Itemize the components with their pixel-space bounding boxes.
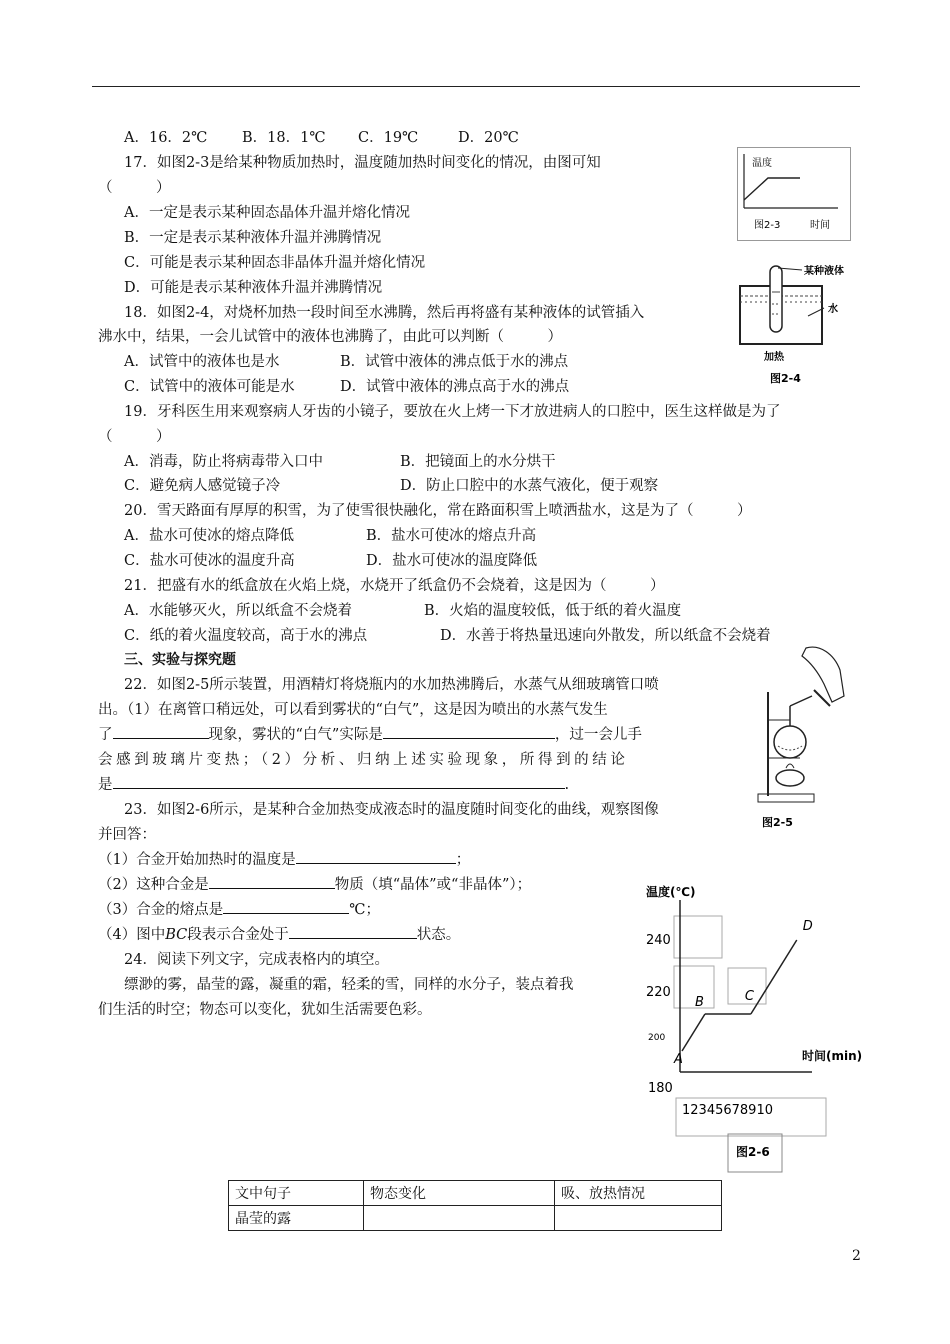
table-header-cell: 物态变化 [364,1181,555,1206]
q19-answer-paren: （ ） [98,429,171,445]
fig23-xlabel: 时间 [810,220,830,231]
q18-option-c: C．试管中的液体可能是水 [124,379,295,395]
q21-option-d: D．水善于将热量迅速向外散发，所以纸盒不会烧着 [440,628,771,644]
q24-line1: 24．阅读下列文字，完成表格内的填空。 [124,952,389,968]
q19-option-c: C．避免病人感觉镜子冷 [124,478,281,494]
q19-stem: 19．牙科医生用来观察病人牙齿的小镜子，要放在火上烤一下才放进病人的口腔中，医生这样做是为了 [124,404,781,420]
q18-option-a: A．试管中的液体也是水 [124,354,280,370]
q20-option-c: C．盐水可使冰的温度升高 [124,553,295,569]
q23-sub3-text: （3）合金的熔点是 [98,902,224,918]
q22-line1: 22．如图2-5所示装置，用酒精灯将烧瓶内的水加热沸腾后，水蒸气从细玻璃管口喷 [124,677,659,693]
q22-line2: 出。（1）在离管口稍远处，可以看到雾状的“白气”，这是因为喷出的水蒸气发生 [98,702,608,718]
figure-2-3 [737,147,851,241]
fig24-heat-label: 加热 [764,352,784,363]
fig24-caption: 图2-4 [770,372,801,385]
q16-option-d: D．20℃ [458,130,519,146]
fig26-point-label: B [694,995,704,1010]
fig26-ytick-180: 180 [648,1081,673,1096]
q23-sub4-end: 状态。 [416,927,461,943]
q16-option-c: C．19℃ [358,130,419,146]
q23-sub4-text: （4）图中 [98,927,166,943]
page-number: 2 [852,1248,861,1264]
q19-option-d: D．防止口腔中的水蒸气液化，便于观察 [400,478,659,494]
q18-stem-line1: 18．如图2-4，对烧杯加热一段时间至水沸腾，然后再将盛有某种液体的试管插入 [124,305,645,321]
fig26-ytick-200: 200 [648,1033,666,1043]
q23-sub4-segment: BC [165,927,188,943]
q17-option-b: B．一定是表示某种液体升温并沸腾情况 [124,230,382,246]
table-header-cell: 吸、放热情况 [555,1181,722,1206]
q17-option-a: A．一定是表示某种固态晶体升温并熔化情况 [124,205,410,221]
figure-2-6 [636,880,872,1176]
fig26-xlabel: 时间(min) [802,1049,863,1063]
fig25-caption: 图2-5 [762,816,793,829]
q22-blank-1[interactable] [113,724,209,739]
q22-blank-2[interactable] [383,724,555,739]
q18-stem-line2: 沸水中，结果，一会儿试管中的液体也沸腾了，由此可以判断（ ） [98,329,562,345]
q18-option-d: D．试管中液体的沸点高于水的沸点 [340,379,570,395]
q23-blank-2[interactable] [209,874,335,889]
q21-option-b: B．火焰的温度较低，低于纸的着火温度 [424,603,682,619]
figure-2-4-drawing [734,256,874,386]
fig23-caption: 图2-3 [754,220,781,231]
q21-option-a: A．水能够灭火，所以纸盒不会烧着 [124,603,352,619]
q20-option-b: B．盐水可使冰的熔点升高 [366,528,537,544]
fig26-ytick-220: 220 [646,985,671,1000]
figure-2-3-graph [738,148,850,240]
q22-line4: 会感到玻璃片变热；（2）分析、归纳上述实验现象，所得到的结论 [98,752,629,768]
q23-line1: 23．如图2-6所示，是某种合金加热变成液态时的温度随时间变化的曲线，观察图像 [124,802,659,818]
q24-line2: 缥渺的雾，晶莹的露，凝重的霜，轻柔的雪，同样的水分子，装点着我 [124,977,574,993]
q16-option-a: A．16．2℃ [124,130,208,146]
q22-line5-end: . [564,777,570,793]
q21-option-c: C．纸的着火温度较高，高于水的沸点 [124,628,368,644]
fig26-xticks: 12345678910 [682,1103,773,1118]
fig24-liquid-label: 某种液体 [804,266,844,277]
table-row [229,1206,722,1231]
q23-sub4 [98,923,460,944]
q23-sub4-mid: 段表示合金处于 [187,927,289,943]
q20-option-d: D．盐水可使冰的温度降低 [366,553,538,569]
fig26-curve-segment [682,1014,705,1051]
fig26-point-label: D [802,919,813,934]
fig26-ytick-240: 240 [646,933,671,948]
fig23-ylabel: 温度 [752,158,772,169]
fig26-curve-segment [751,940,797,1014]
q19-option-a: A．消毒，防止将病毒带入口中 [124,454,323,470]
table-cell-answer[interactable] [364,1206,555,1231]
q22-line3-end: ，过一会儿手 [554,727,642,743]
figure-2-4 [734,256,874,386]
q22-line3 [98,723,642,744]
q23-sub2 [98,873,531,894]
table-header-row [229,1181,722,1206]
fig26-point-label: A [674,1052,683,1067]
figure-2-5-drawing [754,640,850,832]
q23-sub1-end: ； [455,852,471,868]
q23-blank-4[interactable] [289,924,417,939]
fig26-point-label: C [744,989,754,1004]
q23-sub3-end: ℃； [349,902,380,918]
q20-stem: 20．雪天路面有厚厚的积雪，为了使雪很快融化，常在路面积雪上喷洒盐水，这是为了（ ） [124,503,752,519]
q22-line3-start: 了 [98,727,113,743]
q23-sub3 [98,898,380,919]
q23-sub1 [98,848,470,869]
q17-stem: 17．如图2-3是给某种物质加热时，温度随加热时间变化的情况，由图可知 [124,155,601,171]
q18-option-b: B．试管中液体的沸点低于水的沸点 [340,354,569,370]
q17-option-d: D．可能是表示某种液体升温并沸腾情况 [124,280,383,296]
q22-blank-3[interactable] [113,774,565,789]
table-cell: 晶莹的露 [229,1206,364,1231]
fig24-water-label: 水 [828,304,838,315]
q23-blank-3[interactable] [223,899,349,914]
figure-2-5 [754,640,850,832]
fig26-caption: 图2-6 [736,1145,770,1159]
q22-line5 [98,773,569,794]
q23-line2: 并回答： [98,827,156,843]
q21-stem: 21．把盛有水的纸盒放在火焰上烧，水烧开了纸盒仍不会烧着，这是因为（ ） [124,578,665,594]
q23-sub2-end: 物质（填“晶体”或“非晶体”）； [334,877,532,893]
q19-option-b: B．把镜面上的水分烘干 [400,454,556,470]
table-cell-answer[interactable] [555,1206,722,1231]
q16-option-b: B．18．1℃ [242,130,326,146]
q24-table [228,1180,722,1231]
q23-sub1-text: （1）合金开始加热时的温度是 [98,852,296,868]
section-heading: 三、实验与探究题 [124,652,236,668]
table-header-cell: 文中句子 [229,1181,364,1206]
figure-2-6-chart [636,880,872,1176]
q24-line3: 们生活的时空；物态可以变化，犹如生活需要色彩。 [98,1002,432,1018]
header-rule [92,86,860,87]
q22-line3-mid: 现象，雾状的“白气”实际是 [208,727,383,743]
q22-line5-start: 是 [98,777,113,793]
q23-blank-1[interactable] [296,849,456,864]
q23-sub2-text: （2）这种合金是 [98,877,209,893]
q17-option-c: C．可能是表示某种固态非晶体升温并熔化情况 [124,255,426,271]
fig26-ylabel: 温度(℃) [646,885,696,899]
q20-option-a: A．盐水可使冰的熔点降低 [124,528,294,544]
q17-answer-paren: （ ） [98,180,171,196]
